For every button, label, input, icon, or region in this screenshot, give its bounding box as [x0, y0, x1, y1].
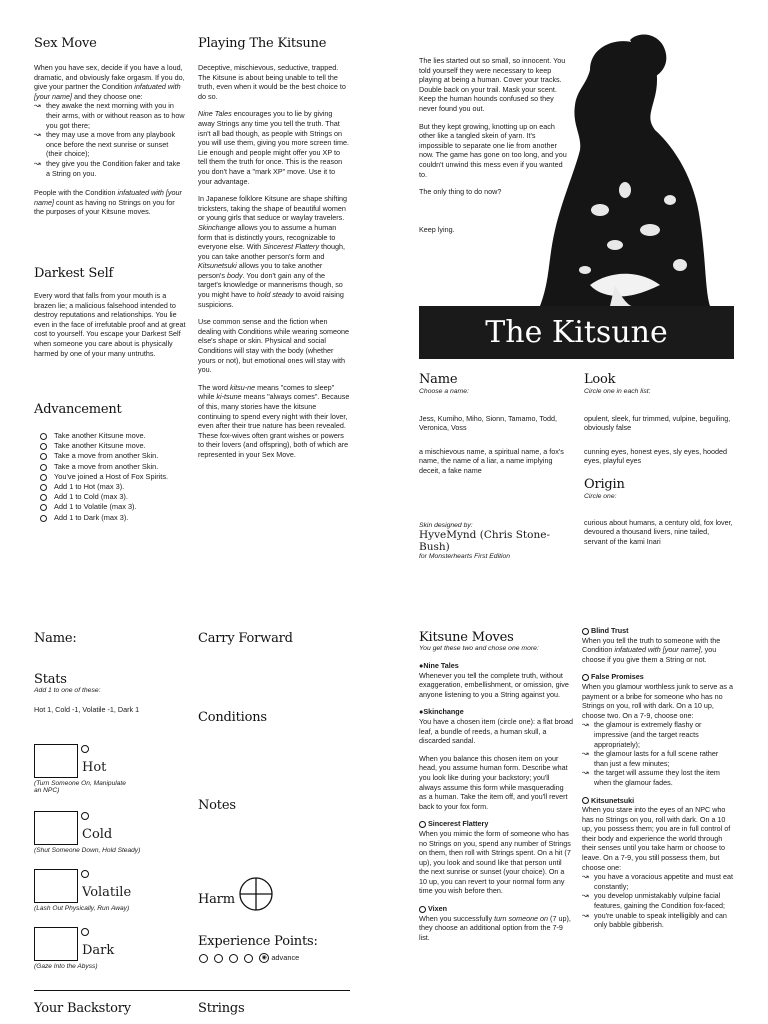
- sex-move-text: When you have sex, decide if you have a loud, dramatic, and obviously fake orgasm. If you do, give your partner the Condition infatuated with [your name] and they choose one: ↝ they awake the next morning with you in their arms, with or without reason as to how you got there; ↝ they may use a move from any playbook once before the next sunrise or sunset (their choice); ↝ they give you the Condition faker and take a String on you. People with the Condition infatuated with [your name] count as having no Strings on you for the purposes of your Kitsune moves.: [34, 63, 186, 217]
- dark-highlight-dot[interactable]: [81, 928, 89, 936]
- name-section: Name Choose a name: Jess, Kumiho, Miho, Sionn, Tamamo, Todd, Veronica, Voss a mischievous name, a spiritual name, a fox's name, the name of a liar, a name implying deceit, a fake name: [419, 372, 569, 476]
- origin-options: curious about humans, a century old, fox lover, devoured a thousand livers, nine tailed, servant of the kami Inari: [584, 517, 733, 546]
- list-item: ↝ you're unable to speak intelligibly and can only babble gibberish.: [582, 911, 734, 930]
- strings-heading: Strings: [198, 1001, 245, 1016]
- advancement-item[interactable]: Take a move from another Skin.: [34, 462, 186, 472]
- playing-text: Deceptive, mischievous, seductive, trapped. The Kitsune is about being unable to tell the truth, even when it would be the best choice to do so. Nine Tales encourages you to lie by giving away Strings any time you tell the truth. That isn't all bad though, as people with Strings on you will use them, giving you more screen time. Lie enough and people might offer you XP to tell them the truth for once. This is the reason you don't have a "mark XP" move. Use it to your advantage. In Japanese folklore Kitsune are shape shifting tricksters, taking the shape of beautiful women or young girls that seduce or waylay travelers. Skinchange allows you to assume a human form that is distinctly yours, recognizable to everyone else. With Sincerest Flattery though, you can take another person's form and Kitsunetsuki allows you to take another person's body. You don't gain any of the target's knowledge or mannerisms though, so you might have to hold steady to avoid raising suspicions. Use common sense and the fiction when dealing with Conditions while wearing someone else's shape or skin. Physical and social Conditions will stay with the body (whether yours or not), but emotional ones will stay with you. The word kitsu-ne means "comes to sleep" while ki-tsune means "always comes". Because of this, many stories have the kitsune continuing to spend every night with their lover, even after their true nature has been revealed. These fox-wives often grant wishes or powers to their lovers (and offspring), both of which are represented in your Sex Move.: [198, 63, 350, 459]
- cold-moves-note: (Shut Someone Down, Hold Steady): [34, 847, 141, 854]
- cold-highlight-dot[interactable]: [81, 812, 89, 820]
- kitsune-silhouette-image: [520, 30, 735, 306]
- xp-heading: Experience Points:: [198, 934, 318, 949]
- advancement-item[interactable]: Take a move from another Skin.: [34, 451, 186, 461]
- advance-circle-icon[interactable]: ◉: [259, 953, 269, 963]
- move-title-false-promises[interactable]: False Promises: [582, 672, 734, 682]
- xp-circle[interactable]: [244, 954, 253, 963]
- divider: [34, 990, 350, 991]
- advancement-list: [34, 431, 186, 523]
- look-heading: Look: [584, 372, 616, 387]
- carry-forward-heading: Carry Forward: [198, 631, 293, 646]
- xp-circle[interactable]: [229, 954, 238, 963]
- moves-col-2: Blind Trust When you tell the truth to someone with the Condition infatuated with [your name], you choose if you give them a String or not. False Promises When you glamour worthless junk to serve as a payment or a bribe for someone who has no Strings on you, roll with dark. On a 10 up, choose two. On a 7-9, choose one: ↝ the glamour is extremely flashy or impressive (and the target reacts appropriately); ↝ the glamour lasts for a full scene rather than just a few minutes; ↝ the target will assume they lost the item when the glamour fades. Kitsunetsuki When you stare into the eyes of an NPC who has no Strings on you, roll with dark. On a 10 up, you possess them; you are in full control of their body and experience the world through their senses until you take harm or choose to leave. On a 7-9, you still possess them, but choose one: ↝ you have a voracious appetite and must eat constantly; ↝ you develop unmistakably vulpine facial features, gaining the Condition fox-faced; ↝ you're unable to speak intelligibly and can only babble gibberish.: [582, 626, 734, 930]
- list-item: ↝ they may use a move from any playbook once before the next sunrise or sunset (their choice);: [34, 130, 186, 159]
- list-item: ↝ they awake the next morning with you in their arms, with or without reason as to how you got there;: [34, 101, 186, 130]
- hot-stat-box[interactable]: [34, 744, 78, 778]
- dark-moves-note: (Gaze Into the Abyss): [34, 963, 98, 970]
- advancement-heading: Advancement: [34, 402, 122, 417]
- move-title-kitsunetsuki[interactable]: Kitsunetsuki: [582, 796, 734, 806]
- harm-tracker-icon[interactable]: [238, 876, 274, 912]
- skin-title: The Kitsune: [485, 315, 668, 350]
- advancement-section: [34, 402, 186, 523]
- cold-label: Cold: [82, 827, 113, 842]
- origin-heading: Origin: [584, 477, 625, 492]
- playing-section: [198, 36, 350, 468]
- volatile-moves-note: (Lash Out Physically, Run Away): [34, 905, 130, 912]
- cold-stat-box[interactable]: [34, 811, 78, 845]
- name-label: Name:: [34, 631, 77, 646]
- sex-move-section: [34, 36, 186, 217]
- notes-heading: Notes: [198, 798, 236, 813]
- dark-label: Dark: [82, 943, 115, 958]
- conditions-heading: Conditions: [198, 710, 267, 725]
- advancement-item[interactable]: Add 1 to Dark (max 3).: [34, 513, 186, 523]
- stats-heading: Stats: [34, 672, 67, 687]
- look-section: Look Circle one in each list: opulent, sleek, fur trimmed, vulpine, beguiling, obviously false cunning eyes, honest eyes, sly eyes, hooded eyes, playful eyes: [584, 372, 734, 466]
- designer-name: HyveMynd (Chris Stone-Bush): [419, 529, 550, 553]
- list-item: ↝ you have a voracious appetite and must eat constantly;: [582, 872, 734, 891]
- list-item: ↝ the glamour is extremely flashy or impressive (and the target reacts appropriately);: [582, 720, 734, 749]
- move-title-skinchange: ●Skinchange: [419, 707, 464, 717]
- moves-heading: Kitsune Moves: [419, 630, 514, 645]
- name-options: Jess, Kumiho, Miho, Sionn, Tamamo, Todd, Veronica, Voss: [419, 413, 557, 433]
- xp-circle[interactable]: [199, 954, 208, 963]
- darkest-self-heading: Darkest Self: [34, 266, 114, 281]
- volatile-highlight-dot[interactable]: [81, 870, 89, 878]
- advancement-item[interactable]: Add 1 to Volatile (max 3).: [34, 502, 186, 512]
- sex-move-options: [34, 101, 186, 178]
- moves-col-1: Kitsune Moves You get these two and chose one more: ●Nine Tales Whenever you tell the complete truth, without exaggeration, embellishment, or omission, give anyone listening to you a String against you. ●Skinchange You have a chosen item (circle one): a flat broad leaf, a bundle of reeds, a human skull, a discarded sandal. When you balance this chosen item on your head, you assume human form. Describe what you look like during your backstory; you'll always assume this form while masquerading as a human. Take the item off, and you'll revert back to your fox form. Sincerest Flattery When you mimic the form of someone who has no Strings on you, spend any number of Strings on them, then roll with Strings spent. On a hit (7 up), you look and sound like that person until the next sunrise or sunset (your choice). On a 10 up, you can revert to your normal form any time you wish before then. Vixen When you successfully turn someone on (7 up), they choose an additional option from the 7-9 list.: [419, 630, 573, 942]
- title-banner: [419, 306, 734, 359]
- stats-default-line: Hot 1, Cold -1, Volatile -1, Dark 1: [34, 705, 140, 714]
- advancement-item[interactable]: Take another Kitsune move.: [34, 431, 186, 441]
- backstory-heading: Your Backstory: [34, 1001, 131, 1016]
- advance-label: advance: [271, 953, 300, 962]
- harm-label: Harm: [198, 892, 235, 907]
- move-title-sincerest-flattery[interactable]: Sincerest Flattery: [419, 819, 573, 829]
- darkest-self-text: Every word that falls from your mouth is a brazen lie; a malicious falsehood intended to destroy reputations and relationships. You lie even in the face of irrefutable proof and at great cost to yourself. You escape your Darkest Self when someone you care about is physically harmed by one of your many untruths.: [34, 291, 186, 358]
- hot-label: Hot: [82, 760, 107, 775]
- advancement-item[interactable]: You've joined a Host of Fox Spirits.: [34, 472, 186, 482]
- origin-section: Origin Circle one: curious about humans, a century old, fox lover, devoured a thousand livers, nine tailed, servant of the kami Inari: [584, 477, 733, 546]
- intro-poem: The lies started out so small, so innocent. You told yourself they were necessary to keep playing at being a human. Cover your tracks. Double back on your trail. Mask your scent. Keep the human hounds confused so they never found you out. But they kept growing, knotting up on each other like a tangled skein of yarn. It's impossible to separate one lie from another now. The game has gone on too long, and you couldn't unwind this mess even if you wanted to. The only thing to do now? Keep lying.: [419, 56, 567, 234]
- advancement-item[interactable]: Add 1 to Cold (max 3).: [34, 492, 186, 502]
- advancement-item[interactable]: Take another Kitsune move.: [34, 441, 186, 451]
- false-promises-options: [582, 720, 734, 787]
- name-alt-options: a mischievous name, a spiritual name, a fox's name, the name of a liar, a name implying deceit, a fake name: [419, 446, 564, 475]
- darkest-self-section: [34, 266, 186, 358]
- kitsunetsuki-options: [582, 872, 734, 930]
- stats-section: Stats Add 1 to one of these: Hot 1, Cold -1, Volatile -1, Dark 1: [34, 672, 194, 714]
- hot-highlight-dot[interactable]: [81, 745, 89, 753]
- credit-block: Skin designed by: HyveMynd (Chris Stone-Bush) for Monsterhearts First Edition: [419, 522, 579, 560]
- sex-move-heading: Sex Move: [34, 36, 97, 51]
- volatile-stat-box[interactable]: [34, 869, 78, 903]
- move-title-blind-trust[interactable]: Blind Trust: [582, 626, 734, 636]
- list-item: ↝ you develop unmistakably vulpine facial features, gaining the Condition fox-faced;: [582, 891, 734, 910]
- move-title-nine-tales: ●Nine Tales: [419, 661, 459, 670]
- list-item: ↝ the target will assume they lost the item when the glamour fades.: [582, 768, 734, 787]
- volatile-label: Volatile: [82, 885, 132, 900]
- xp-circle[interactable]: [214, 954, 223, 963]
- name-heading: Name: [419, 372, 458, 387]
- advancement-item[interactable]: Add 1 to Hot (max 3).: [34, 482, 186, 492]
- hot-moves-note: (Turn Someone On, Manipulate an NPC): [34, 780, 126, 794]
- move-title-vixen[interactable]: Vixen: [419, 904, 573, 914]
- list-item: ↝ they give you the Condition faker and take a String on you.: [34, 159, 186, 178]
- dark-stat-box[interactable]: [34, 927, 78, 961]
- playing-heading: Playing The Kitsune: [198, 36, 327, 51]
- list-item: ↝ the glamour lasts for a full scene rather than just a few minutes;: [582, 749, 734, 768]
- look-options-1: opulent, sleek, fur trimmed, vulpine, beguiling, obviously false: [584, 413, 731, 433]
- xp-tracker: [199, 953, 299, 963]
- look-options-2: cunning eyes, honest eyes, sly eyes, hooded eyes, playful eyes: [584, 446, 728, 466]
